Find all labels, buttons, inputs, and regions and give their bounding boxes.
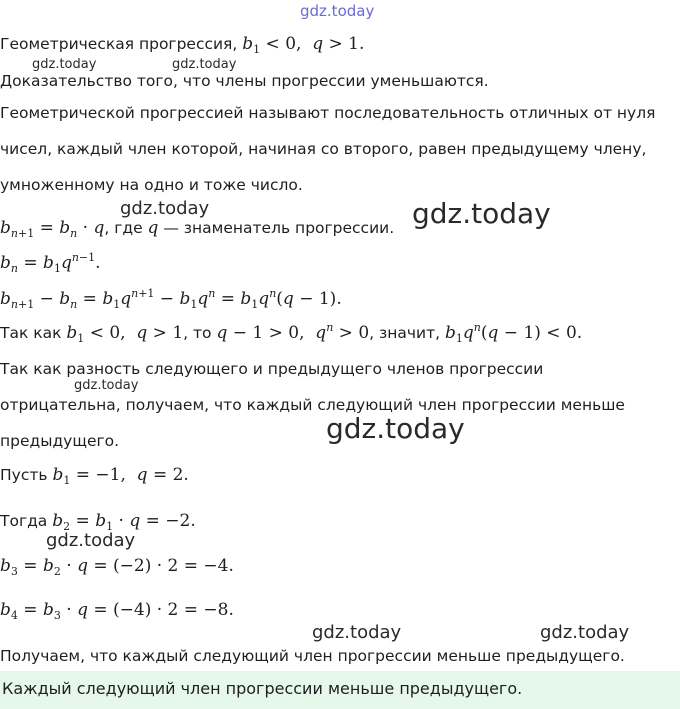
watermark: gdz.today [74,378,139,393]
statement-text: Геометрическая прогрессия, [0,35,243,53]
conclusion-line-3: предыдущего. [0,432,120,450]
watermark: gdz.today [312,622,402,643]
watermark: gdz.today [120,198,210,219]
answer-text: Каждый следующий член прогрессии меньше предыдущего. [2,679,523,698]
problem-statement [0,34,364,54]
watermark: gdz.today [46,530,136,551]
watermark: gdz.today [32,57,97,72]
example-b3: $b_3 = b_2 \cdot q = (-2) \cdot 2 = -4$. [0,556,234,578]
watermark: gdz.today [172,57,237,72]
watermark: gdz.today [326,412,465,445]
example-assumption: Пусть $b_1 = -1$, q = 2. [0,465,189,487]
watermark-top: gdz.today [300,2,375,20]
general-term-formula: $b_n = b_1q^{n-1}$. [0,251,101,275]
final-conclusion: Получаем, что каждый следующий член прогрессии меньше предыдущего. [0,647,625,665]
conclusion-line-2: отрицательна, получаем, что каждый следующий член прогрессии меньше [0,396,625,414]
definition-line-1: Геометрической прогрессией называют последовательность отличных от нуля [0,104,656,122]
watermark: gdz.today [540,622,630,643]
condition-formula: $b_1 < 0$, q > 1. [242,34,365,56]
watermark: gdz.today [412,197,551,230]
recurrence-formula: $b_{n+1} = b_n \cdot q$, где q — знаменатель прогрессии. [0,218,395,240]
conclusion-line-1: Так как разность следующего и предыдущего членов прогрессии [0,360,544,378]
definition-line-2: чисел, каждый член которой, начиная со второго, равен предыдущему члену, [0,140,647,158]
answer-box [0,671,680,709]
difference-formula: $b_{n+1} - b_n = b_1q^{n+1} - b_1q^n = b_1q^n(q - 1)$. [0,287,342,311]
example-b2: Тогда $b_2 = b_1 \cdot q = -2$. [0,511,196,533]
sign-reasoning: Так как $b_1 < 0$, q > 1, то q − 1 > 0, $q^n > 0$, значит, $b_1q^n(q - 1) < 0$. [0,321,583,345]
proof-heading: Доказательство того, что члены прогрессии уменьшаются. [0,72,489,90]
definition-line-3: умноженному на одно и тоже число. [0,176,303,194]
example-b4: $b_4 = b_3 \cdot q = (-4) \cdot 2 = -8$. [0,600,234,622]
